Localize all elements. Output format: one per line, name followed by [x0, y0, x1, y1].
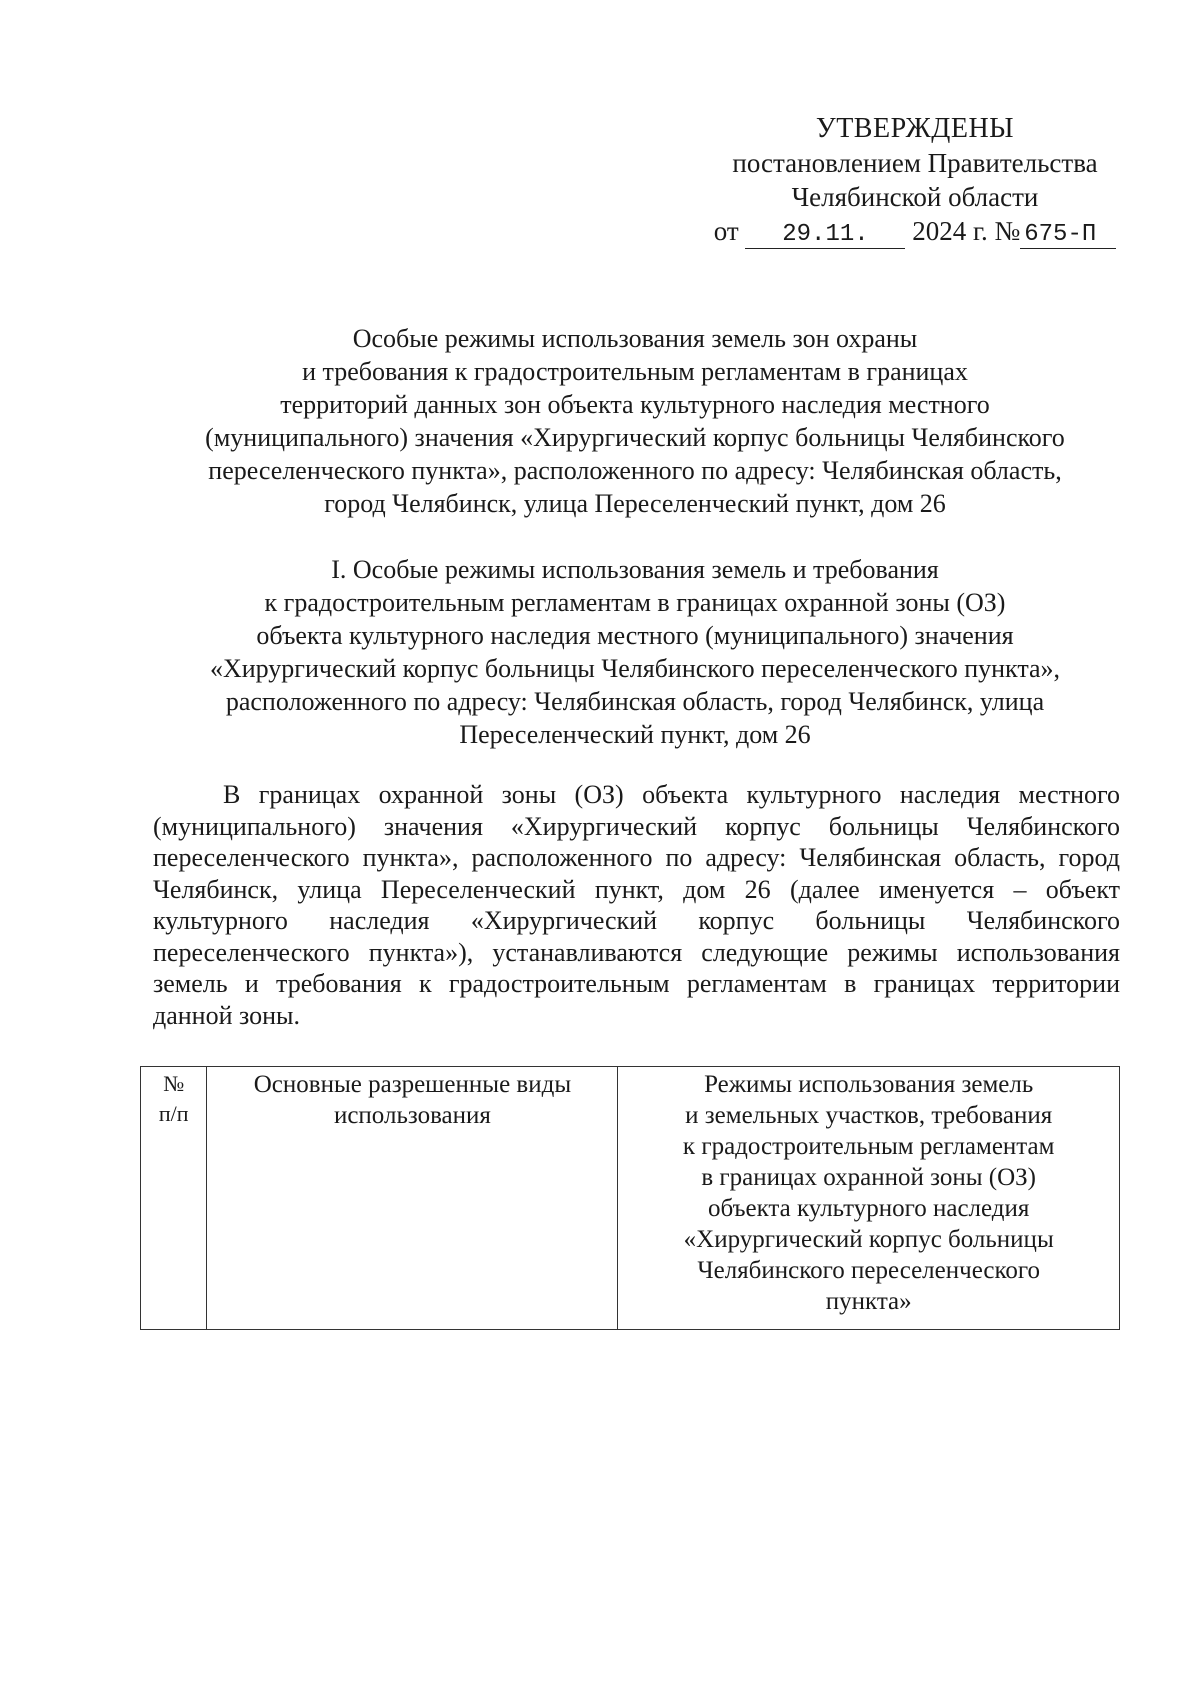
date-prefix: от — [713, 216, 739, 246]
approval-date-row — [700, 214, 1130, 249]
approval-heading: УТВЕРЖДЕНЫ — [815, 113, 1015, 144]
header-permitted-uses: Основные разрешенные виды использования — [207, 1067, 618, 1330]
regime-table — [140, 1066, 1120, 1330]
header-regimes: Режимы использования земель и земельных участков, требования к градостроительным регламентам в границах охранной зоны (ОЗ) объекта культурного наследия «Хирургический корпус больницы Челябинского переселенческого пункта» — [618, 1067, 1120, 1330]
section-title: I. Особые режимы использования земель и требования к градостроительным регламентам в границах охранной зоны (ОЗ) объекта культурного наследия местного (муниципального) значения «Хирургический корпус больницы Челябинского переселенческого пункта», расположенного по адресу: Челябинская область, город Челябинск, улица Переселенческий пункт, дом 26 — [209, 555, 1061, 749]
approval-date: 29.11. — [745, 222, 905, 249]
approval-line-2: Челябинской области — [791, 182, 1039, 212]
body-paragraph: В границах охранной зоны (ОЗ) объекта культурного наследия местного (муниципального) значения «Хирургический корпус больницы Челябинского переселенческого пункта», расположенного по адресу: Челябинская область, город Челябинск, улица Переселенческий пункт, дом 26 (далее именуется – объект культурного наследия «Хирургический корпус больницы Челябинского переселенческого пункта»), устанавливаются следующие режимы использования земель и требования к градостроительным регламентам в границах территории данной зоны. — [153, 780, 1120, 1030]
table-header-row — [141, 1067, 1120, 1330]
approval-number: 675-П — [1020, 222, 1116, 249]
header-number: № п/п — [141, 1067, 207, 1330]
year-label: 2024 г. № — [912, 216, 1021, 246]
approval-stamp — [700, 112, 1130, 249]
document-title: Особые режимы использования земель зон охраны и требования к градостроительным регламентам в границах территорий данных зон объекта культурного наследия местного (муниципального) значения «Хирургический корпус больницы Челябинского переселенческого пункта», расположенного по адресу: Челябинская область, город Челябинск, улица Переселенческий пункт, дом 26 — [205, 324, 1065, 518]
approval-line-1: постановлением Правительства — [732, 148, 1098, 178]
